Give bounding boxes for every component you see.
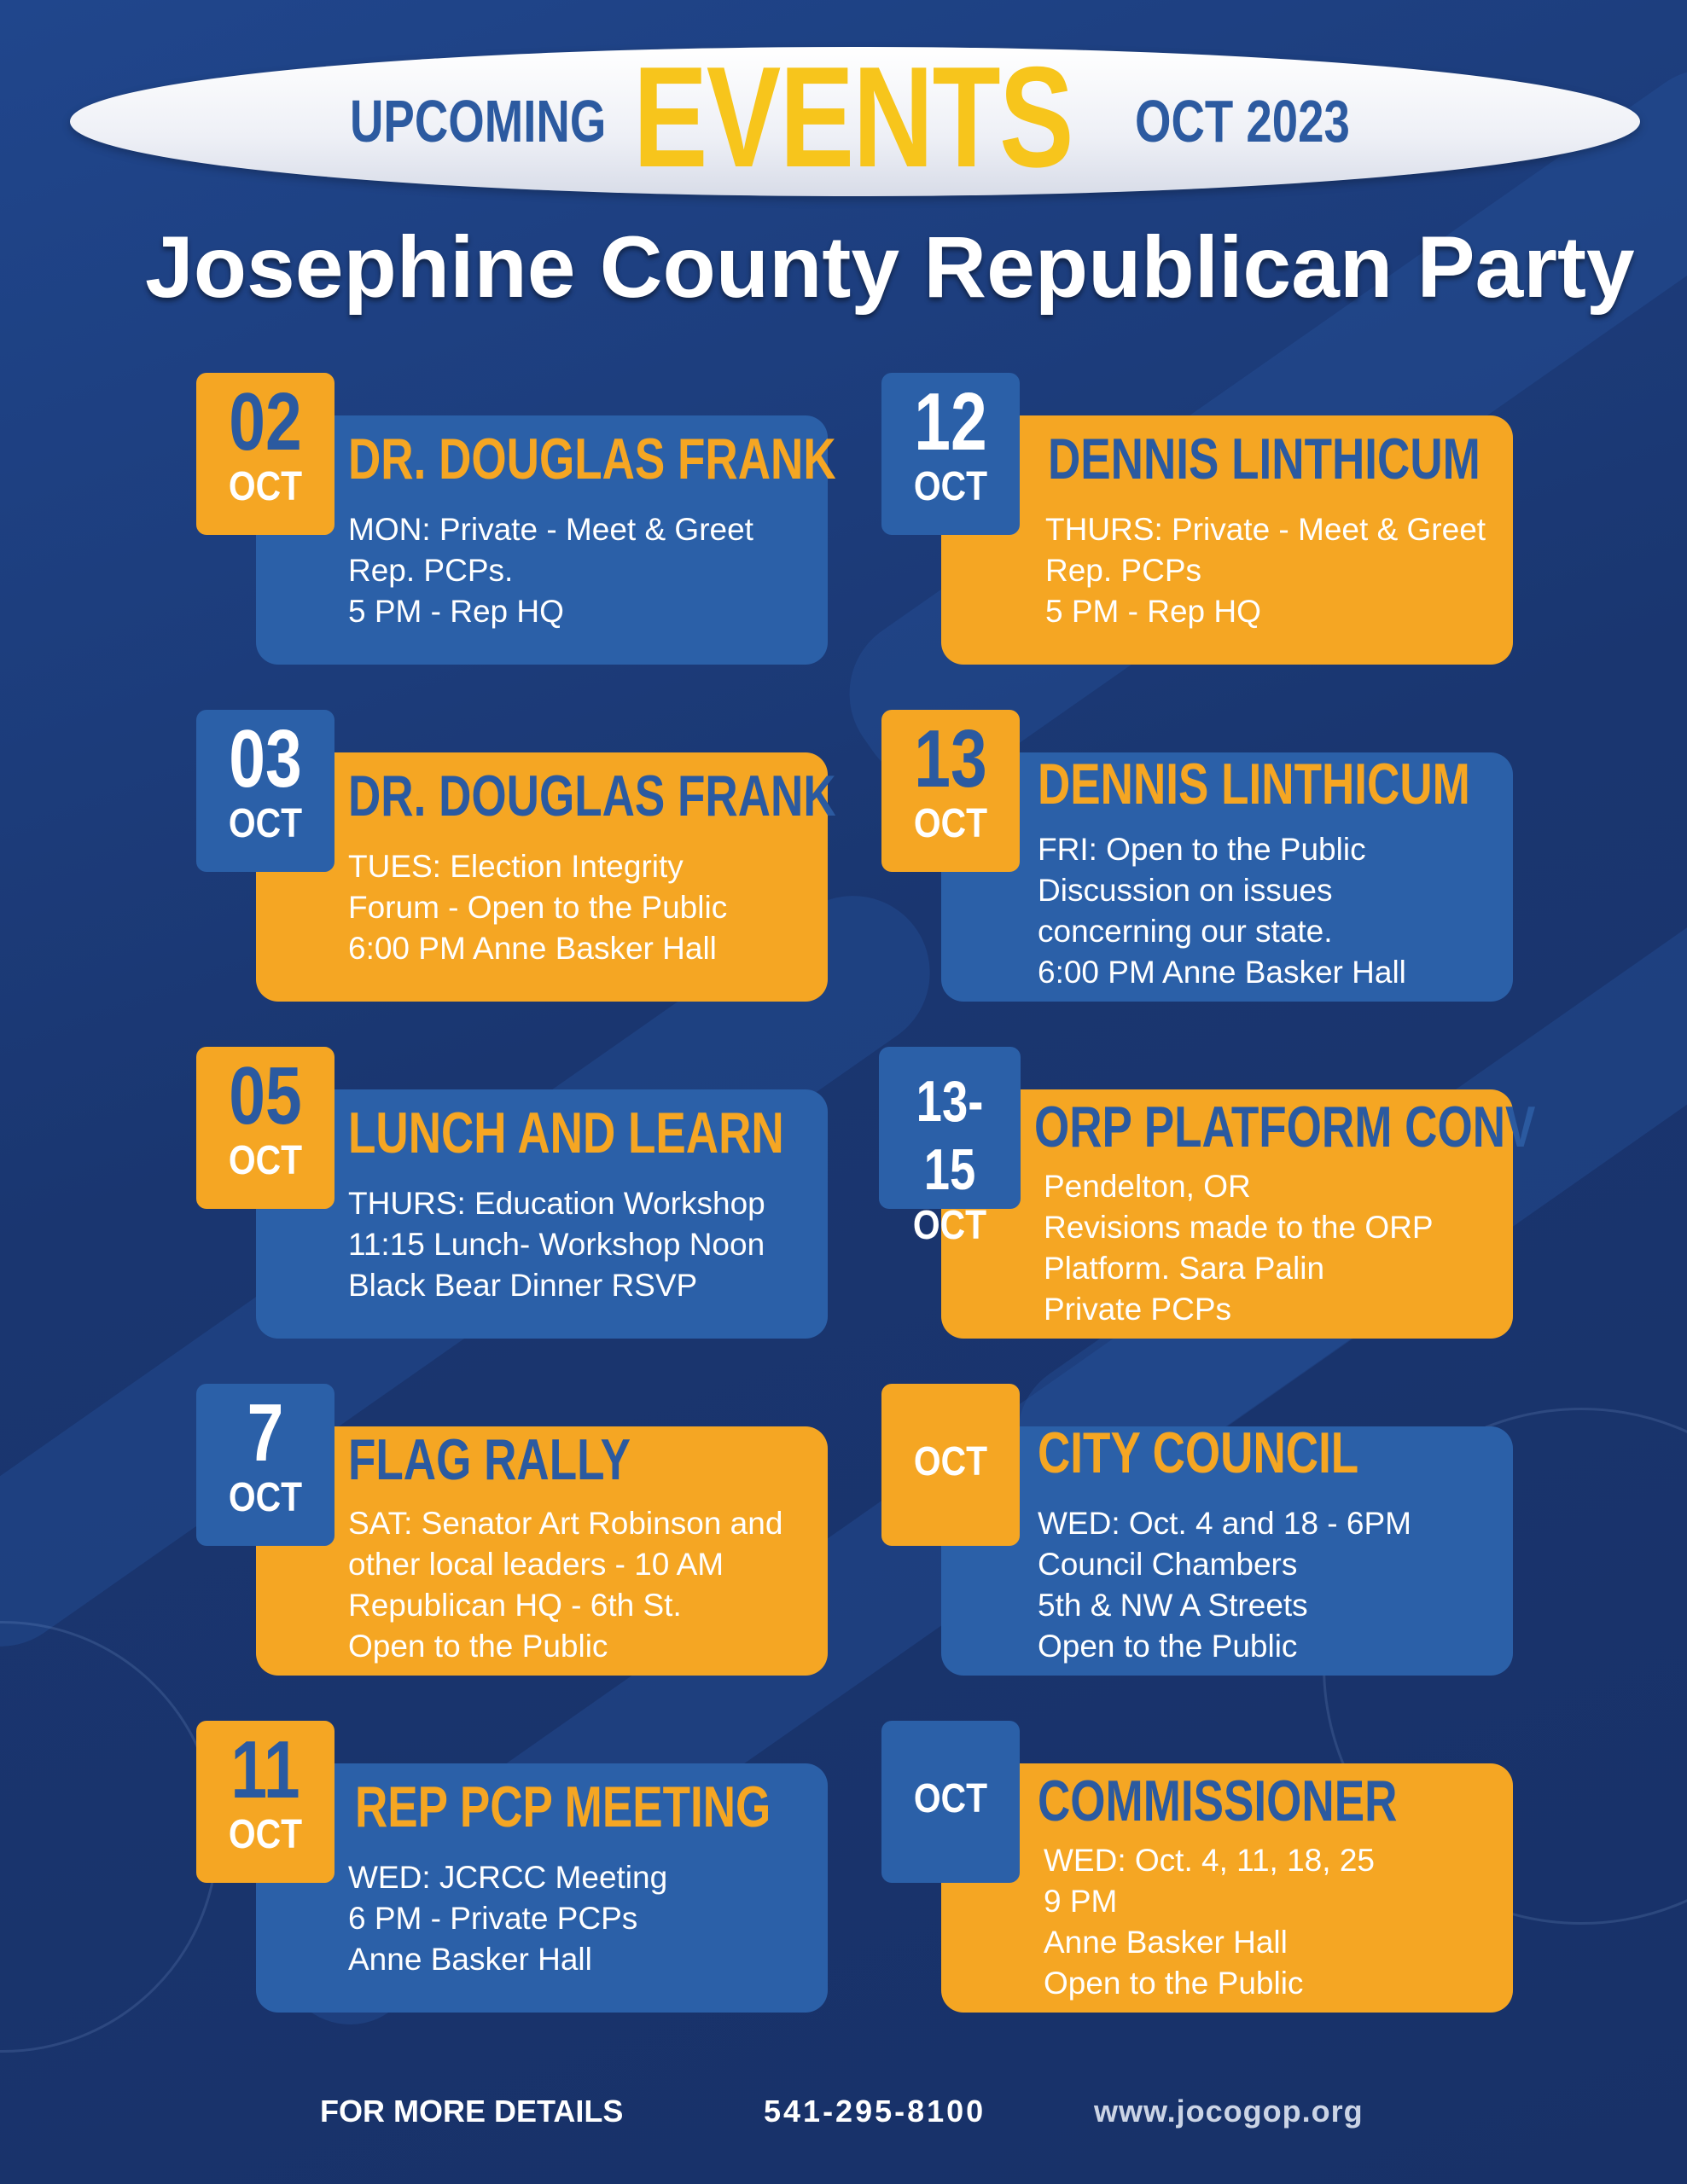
event-details <box>1044 1840 1517 2004</box>
event-day: 05 <box>229 1050 302 1141</box>
detail-line: Anne Basker Hall <box>1044 1925 1288 1960</box>
date-badge <box>196 373 334 535</box>
event-day: 13-15 <box>916 1069 984 1202</box>
detail-line: WED: JCRCC Meeting <box>348 1860 668 1895</box>
detail-line: Private PCPs <box>1044 1292 1232 1327</box>
event-details <box>1038 829 1511 993</box>
detail-line: WED: Oct. 4, 11, 18, 25 <box>1044 1843 1375 1878</box>
event-day: 11 <box>230 1724 300 1815</box>
event-details <box>348 846 822 969</box>
detail-line: 6:00 PM Anne Basker Hall <box>1038 955 1406 990</box>
date-badge <box>881 1721 1020 1883</box>
date-badge <box>196 1047 334 1209</box>
event-month: OCT <box>228 1812 303 1857</box>
footer-phone: 541-295-8100 <box>764 2094 986 2129</box>
detail-line: 5 PM - Rep HQ <box>1045 594 1261 629</box>
detail-line: other local leaders - 10 AM <box>348 1547 724 1582</box>
event-month: OCT <box>912 1203 987 1248</box>
event-day: 13 <box>914 713 987 804</box>
event-month: OCT <box>228 1475 303 1520</box>
detail-line: Revisions made to the ORP <box>1044 1210 1434 1245</box>
detail-line: 9 PM <box>1044 1884 1118 1919</box>
event-card <box>196 1721 870 1985</box>
detail-line: SAT: Senator Art Robinson and <box>348 1506 783 1541</box>
detail-line: THURS: Private - Meet & Greet <box>1045 512 1486 547</box>
event-card <box>196 1384 870 1664</box>
date-badge <box>196 1384 334 1546</box>
event-title: REP PCP MEETING <box>355 1774 771 1839</box>
footer-website[interactable]: www.jocogop.org <box>1094 2094 1364 2129</box>
event-month: OCT <box>228 1138 303 1183</box>
event-title: LUNCH AND LEARN <box>348 1101 784 1165</box>
event-card <box>881 1384 1556 1664</box>
event-month: OCT <box>913 1439 988 1484</box>
event-month: OCT <box>228 801 303 846</box>
footer-details-label: FOR MORE DETAILS <box>320 2094 624 2129</box>
date-badge <box>879 1047 1021 1248</box>
event-details <box>348 509 822 632</box>
detail-line: 5th & NW A Streets <box>1038 1588 1308 1623</box>
date-badge <box>196 710 334 872</box>
detail-line: Forum - Open to the Public <box>348 890 728 925</box>
event-details <box>1045 509 1519 632</box>
detail-line: THURS: Education Workshop <box>348 1186 765 1221</box>
event-title: FLAG RALLY <box>348 1427 631 1492</box>
detail-line: Discussion on issues <box>1038 873 1333 908</box>
date-badge <box>881 1384 1020 1546</box>
event-title: ORP PLATFORM CONV <box>1034 1095 1536 1159</box>
banner-upcoming: UPCOMING <box>350 88 607 154</box>
detail-line: 11:15 Lunch- Workshop Noon <box>348 1227 765 1262</box>
event-title: DR. DOUGLAS FRANK <box>348 764 836 828</box>
event-day: 03 <box>229 713 302 804</box>
event-day: 7 <box>247 1387 284 1478</box>
date-badge <box>881 710 1020 872</box>
detail-line: Republican HQ - 6th St. <box>348 1588 682 1623</box>
detail-line: WED: Oct. 4 and 18 - 6PM <box>1038 1506 1411 1541</box>
event-card <box>196 373 870 637</box>
event-day: 12 <box>914 376 987 468</box>
page-title: Josephine County Republican Party <box>145 218 1635 316</box>
banner-month: OCT 2023 <box>1135 88 1350 154</box>
event-details <box>348 1503 822 1667</box>
event-details <box>348 1183 822 1306</box>
detail-line: 5 PM - Rep HQ <box>348 594 564 629</box>
event-title: DENNIS LINTHICUM <box>1038 752 1470 816</box>
detail-line: Council Chambers <box>1038 1547 1298 1582</box>
detail-line: Open to the Public <box>1044 1966 1304 2001</box>
event-title: DENNIS LINTHICUM <box>1048 427 1480 491</box>
date-badge <box>881 373 1020 535</box>
event-details <box>1044 1166 1517 1330</box>
detail-line: 6:00 PM Anne Basker Hall <box>348 931 717 966</box>
event-card <box>881 710 1556 990</box>
detail-line: Platform. Sara Palin <box>1044 1251 1325 1286</box>
detail-line: concerning our state. <box>1038 914 1333 949</box>
event-title: CITY COUNCIL <box>1038 1420 1359 1485</box>
detail-line: Black Bear Dinner RSVP <box>348 1268 698 1303</box>
date-badge <box>196 1721 334 1883</box>
event-details <box>348 1857 822 1980</box>
detail-line: FRI: Open to the Public <box>1038 832 1366 867</box>
detail-line: Open to the Public <box>348 1629 608 1664</box>
event-month: OCT <box>913 464 988 509</box>
detail-line: MON: Private - Meet & Greet <box>348 512 753 547</box>
event-title: COMMISSIONER <box>1038 1769 1398 1833</box>
event-card <box>879 1047 1553 1327</box>
event-card <box>881 373 1556 637</box>
event-card <box>196 1047 870 1311</box>
detail-line: TUES: Election Integrity <box>348 849 684 884</box>
event-day: 02 <box>229 376 302 468</box>
event-month: OCT <box>913 801 988 846</box>
event-details <box>1038 1503 1511 1667</box>
event-month: OCT <box>228 464 303 509</box>
detail-line: Rep. PCPs <box>1045 553 1202 588</box>
detail-line: 6 PM - Private PCPs <box>348 1901 638 1936</box>
banner-events: EVENTS <box>633 37 1073 197</box>
event-card <box>881 1721 1556 2001</box>
detail-line: Rep. PCPs. <box>348 553 514 588</box>
event-month: OCT <box>913 1776 988 1821</box>
event-card <box>196 710 870 974</box>
detail-line: Pendelton, OR <box>1044 1169 1251 1204</box>
detail-line: Open to the Public <box>1038 1629 1298 1664</box>
detail-line: Anne Basker Hall <box>348 1942 592 1977</box>
event-title: DR. DOUGLAS FRANK <box>348 427 836 491</box>
